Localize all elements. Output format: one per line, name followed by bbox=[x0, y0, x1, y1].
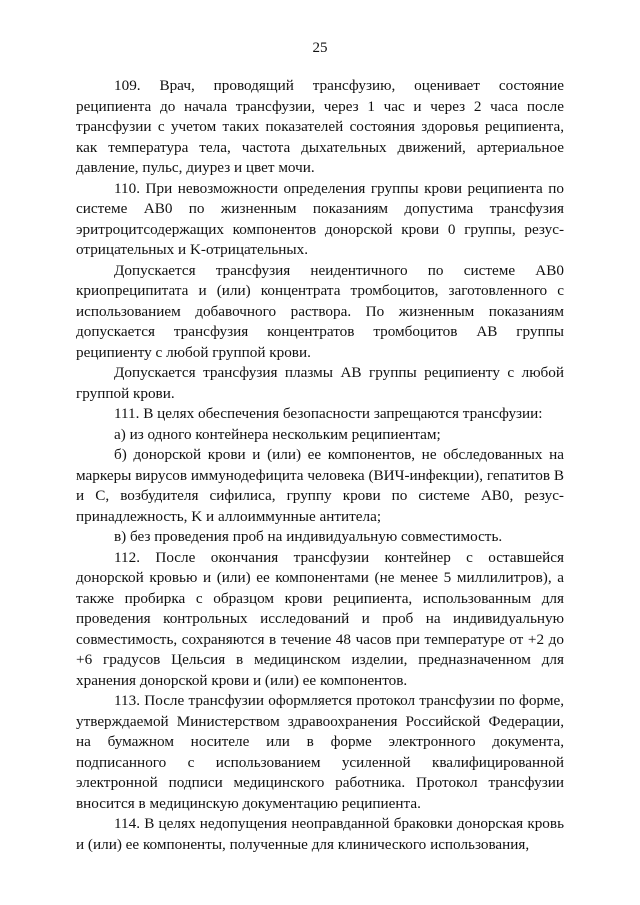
paragraph-plasma: Допускается трансфузия плазмы АВ группы реципиенту с любой группой крови. bbox=[76, 364, 564, 402]
paragraph-114: 114. В целях недопущения неоправданной браковки донорская кровь и (или) ее компоненты, полученные для клинического использования, bbox=[76, 815, 564, 853]
document-body bbox=[76, 76, 564, 855]
paragraph-cryo-platelets: Допускается трансфузия неидентичного по системе АВ0 криопреципитата и (или) концентрата тромбоцитов, заготовленного с использованием добавочного раствора. По жизненным показаниям допускается трансфузия концентратов тромбоцитов АВ группы реципиенту с любой группой крови. bbox=[76, 261, 564, 361]
paragraph-113: 113. После трансфузии оформляется протокол трансфузии по форме, утверждаемой Министерством здравоохранения Российской Федерации, на бумажном носителе или в форме электронного документа, подписанного с использованием усиленной квалифицированной электронной подписи медицинского работника. Протокол трансфузии вносится в медицинскую документацию реципиента. bbox=[76, 692, 564, 812]
list-item-a: а) из одного контейнера нескольким реципиентам; bbox=[114, 425, 441, 443]
page-number: 25 bbox=[312, 40, 328, 56]
paragraph-109: 109. Врач, проводящий трансфузию, оценивает состояние реципиента до начала трансфузии, через 1 час и через 2 часа после трансфузии с учетом таких показателей состояния здоровья реципиента, как температура тела, частота дыхательных движений, артериальное давление, пульс, диурез и цвет мочи. bbox=[76, 77, 564, 176]
list-item-v: в) без проведения проб на индивидуальную совместимость. bbox=[114, 528, 503, 545]
list-item-b: б) донорской крови и (или) ее компонентов, не обследованных на маркеры вирусов иммунодефицита человека (ВИЧ-инфекции), гепатитов B и C, возбудителя сифилиса, группу крови по системе АВ0, резус-принадлежность, K и аллоиммунные антитела; bbox=[76, 446, 564, 525]
paragraph-112: 112. После окончания трансфузии контейнер с оставшейся донорской кровью и (или) ее компонентами (не менее 5 миллилитров), а также пробирка с образцом крови реципиента, использованным для проведения контрольных исследований и проб на индивидуальную совместимость, сохраняются в течение 48 часов при температуре от +2 до +6 градусов Цельсия в медицинском изделии, предназначенном для хранения донорской крови и (или) ее компонентов. bbox=[76, 548, 564, 689]
paragraph-110: 110. При невозможности определения группы крови реципиента по системе АВ0 по жизненным показаниям допустима трансфузия эритроцитсодержащих компонентов донорской крови 0 группы, резус-отрицательных и K-отрицательных. bbox=[76, 179, 564, 258]
paragraph-111: 111. В целях обеспечения безопасности запрещаются трансфузии: bbox=[114, 405, 543, 422]
